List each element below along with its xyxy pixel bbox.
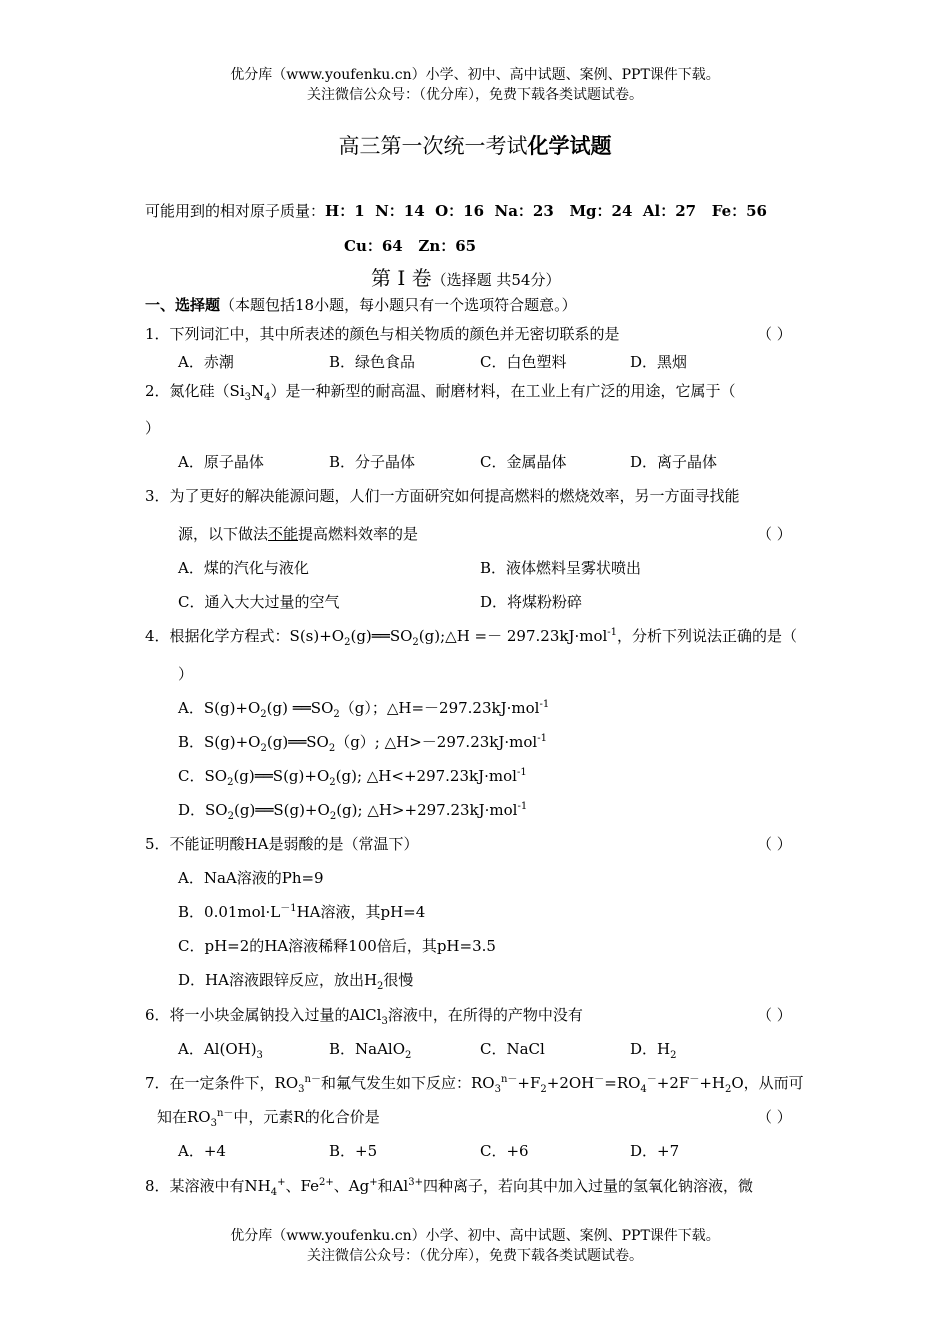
question-6-text (145, 1005, 583, 1025)
volume-heading (371, 268, 560, 290)
q6b-1: B．NaAlO (329, 1040, 406, 1058)
q4c-2: (g)══S(g)+O (233, 767, 330, 785)
q7-p4: － (594, 1074, 605, 1085)
q4b-sup: -1 (537, 733, 547, 744)
q1-option-d: D．黑烟 (630, 353, 688, 371)
q5-option-b (178, 902, 425, 922)
q7-t7: +H (699, 1074, 725, 1092)
q7-p5: － (646, 1074, 657, 1085)
header-line-1: 优分库（www.youfenku.cn）小学、初中、高中试题、案例、PPT课件下载。 (230, 67, 720, 83)
q3-option-d: D．将煤粉粉碎 (480, 593, 583, 611)
q4a-2: (g) ══SO (266, 699, 334, 717)
q4b-2: (g)══SO (266, 733, 329, 751)
q4b-sub-2: 2 (328, 743, 336, 754)
q4a-sub-1: 2 (260, 709, 267, 720)
volume-note: （选择题 共54分） (431, 271, 561, 289)
q4a-1: A．S(g)+O (178, 699, 261, 717)
q4-sub-2: 2 (412, 637, 419, 648)
q1-option-a: A．赤潮 (178, 353, 234, 371)
q6-answer-paren: （ ） (757, 1006, 792, 1024)
q2-option-b: B．分子晶体 (329, 453, 416, 471)
q7-s5: 4 (640, 1084, 647, 1095)
question-7-cont (157, 1107, 380, 1127)
q4-option-a (178, 698, 549, 718)
q3-option-a: A．煤的汽化与液化 (178, 559, 309, 577)
q7-t1: 7．在一定条件下，RO (145, 1074, 299, 1092)
q6d-1: D．H (630, 1040, 671, 1058)
q4-sup: -1 (607, 627, 618, 638)
q2-option-a: A．原子晶体 (178, 453, 264, 471)
q8-t2: 、Fe (285, 1177, 319, 1195)
q7-p6: － (689, 1074, 700, 1085)
q4b-1: B．S(g)+O (178, 733, 261, 751)
question-2-text (145, 381, 736, 401)
question-1-text: 1．下列词汇中，其中所表述的颜色与相关物质的颜色并无密切联系的是 (145, 325, 620, 343)
q5d-2: 很慢 (383, 971, 414, 989)
q6-option-a (178, 1039, 263, 1059)
q8-t5: 四种离子，若向其中加入过量的氢氧化钠溶液，微 (422, 1177, 753, 1195)
q7-s1: 3 (298, 1084, 305, 1095)
q4a-sub-2: 2 (333, 709, 340, 720)
q4-option-c (178, 766, 527, 786)
q6b-sub: 2 (405, 1050, 412, 1061)
q4-option-b (178, 732, 547, 752)
question-8-text (145, 1176, 753, 1196)
q8-p2: 2+ (319, 1177, 334, 1188)
atomic-mass-label: 可能用到的相对原子质量： (145, 202, 326, 220)
q2-sub-1: 3 (244, 392, 251, 403)
q8-t3: 、Ag (333, 1177, 370, 1195)
question-4-cont: ） (178, 665, 194, 683)
q4c-sub-1: 2 (227, 777, 234, 788)
q7-cs: 3 (210, 1118, 217, 1129)
q5d-sub: 2 (377, 981, 384, 992)
footer-line-1: 优分库（www.youfenku.cn）小学、初中、高中试题、案例、PPT课件下载。 (230, 1228, 720, 1244)
q5-answer-paren: （ ） (757, 835, 792, 853)
q5b-2: HA溶液，其pH=4 (296, 903, 426, 921)
q4d-sup: -1 (517, 801, 528, 812)
q4-t-d: ，分析下列说法正确的是（ (617, 627, 798, 645)
volume-title: 第 Ⅰ 卷 (371, 266, 432, 290)
q7-cp: n－ (216, 1108, 234, 1119)
q5b-sup: －1 (280, 903, 297, 914)
section-title: 一、选择题 (145, 296, 221, 314)
q1-answer-paren: （ ） (757, 325, 792, 343)
q5-option-c: C．pH=2的HA溶液稀释100倍后，其pH=3.5 (178, 937, 496, 955)
q4c-3: (g); △H<+297.23kJ·mol (335, 767, 517, 785)
q5-option-a: A．NaA溶液的Ph=9 (178, 869, 324, 887)
q3-c-b: 提高燃料效率的是 (298, 525, 419, 543)
q7-option-c: C．+6 (480, 1142, 529, 1160)
atomic-mass-line-2: Cu：64 Zn：65 (344, 237, 477, 255)
q4a-sup: -1 (539, 699, 550, 710)
q8-p4: 3+ (408, 1177, 423, 1188)
header-line-2: 关注微信公众号：（优分库），免费下载各类试题试卷。 (307, 87, 643, 103)
title-normal: 高三第一次统一考试 (338, 134, 528, 158)
question-4-text (145, 626, 797, 646)
q3-c-a: 源，以下做法 (178, 525, 269, 543)
q7-t5: =RO (604, 1074, 641, 1092)
q4b-sub-1: 2 (260, 743, 267, 754)
q4b-3: （g）; △H>－297.23kJ·mol (335, 733, 538, 751)
question-3-text: 3．为了更好的解决能源问题，人们一方面研究如何提高燃料的燃烧效率，另一方面寻找能 (145, 487, 740, 505)
atomic-mass-values-1: H：1 N：14 O：16 Na：23 Mg：24 Al：27 Fe：56 (325, 202, 767, 220)
q7-c1: 知在RO (157, 1108, 211, 1126)
q2-option-d: D．离子晶体 (630, 453, 718, 471)
q2-sub-2: 4 (264, 392, 271, 403)
q4-t-c: (g);△H =－ 297.23kJ·mol (418, 627, 608, 645)
q6-t-a: 6．将一小块金属钠投入过量的AlCl (145, 1006, 382, 1024)
q8-p1: + (277, 1177, 286, 1188)
title-bold: 化学试题 (527, 133, 612, 158)
q4c-sub-2: 2 (329, 777, 336, 788)
q4-t-a: 4．根据化学方程式：S(s)+O (145, 627, 345, 645)
q6-option-c: C．NaCl (480, 1040, 545, 1058)
q7-t2: 和氟气发生如下反应：RO (320, 1074, 495, 1092)
q4a-3: （g）；△H=－297.23kJ·mol (339, 699, 540, 717)
q2-t-b: N (251, 382, 265, 400)
q8-p3: + (369, 1177, 378, 1188)
q4d-1: D．SO (178, 801, 228, 819)
q4d-2: (g)══S(g)+O (233, 801, 330, 819)
q8-t1: 8．某溶液中有NH (145, 1177, 271, 1195)
q2-t-a: 2．氮化硅（Si (145, 382, 245, 400)
q3-c-u: 不能 (268, 525, 299, 543)
q7-p2: n－ (500, 1074, 518, 1085)
q7-c2: 中，元素R的化合价是 (233, 1108, 380, 1126)
page-title (0, 133, 950, 158)
q2-option-c: C．金属晶体 (480, 453, 567, 471)
footer-line-2: 关注微信公众号：（优分库），免费下载各类试题试卷。 (307, 1248, 643, 1264)
q6-option-b (329, 1039, 411, 1059)
q6a-1: A．Al(OH) (178, 1040, 257, 1058)
q1-option-b: B．绿色食品 (329, 353, 416, 371)
q4c-sup: -1 (516, 767, 527, 778)
q7-s2: 3 (494, 1084, 501, 1095)
q7-option-d: D．+7 (630, 1142, 680, 1160)
q4-sub-1: 2 (344, 637, 351, 648)
q4d-sub-2: 2 (329, 811, 337, 822)
q5d-1: D．HA溶液跟锌反应，放出H (178, 971, 378, 989)
q3-option-b: B．液体燃料呈雾状喷出 (480, 559, 642, 577)
q4d-sub-1: 2 (227, 811, 234, 822)
q4-option-d (178, 800, 527, 820)
q8-s1: 4 (270, 1187, 278, 1198)
q4-t-b: (g)══SO (350, 627, 413, 645)
q4c-1: C．SO (178, 767, 228, 785)
question-7-text (145, 1073, 804, 1093)
q6-sub: 3 (381, 1016, 388, 1027)
section-heading (145, 295, 577, 315)
atomic-mass-line-1 (145, 201, 767, 221)
q7-t8: O，从而可 (731, 1074, 804, 1092)
q7-option-b: B．+5 (329, 1142, 378, 1160)
q7-s7: 2 (724, 1084, 732, 1095)
q4d-3: (g); △H>+297.23kJ·mol (336, 801, 518, 819)
q7-option-a: A．+4 (178, 1142, 226, 1160)
q2-t-c: ）是一种新型的耐高温、耐磨材料，在工业上有广泛的用途，它属于（ (270, 382, 736, 400)
q6d-sub: 2 (670, 1050, 677, 1061)
q7-t3: +F (517, 1074, 541, 1092)
q8-t4: 和Al (377, 1177, 409, 1195)
q1-option-c: C．白色塑料 (480, 353, 567, 371)
q5-option-d (178, 970, 413, 990)
q3-option-c: C．通入大大过量的空气 (178, 593, 340, 611)
section-note: （本题包括18小题，每小题只有一个选项符合题意。） (220, 296, 577, 314)
q3-answer-paren: （ ） (757, 525, 792, 543)
q7-s3: 2 (540, 1084, 547, 1095)
q6-option-d (630, 1039, 676, 1059)
question-3-cont (178, 524, 418, 544)
q7-t6: +2F (656, 1074, 690, 1092)
q6a-sub: 3 (256, 1050, 263, 1061)
question-5-text: 5．不能证明酸HA是弱酸的是（常温下） (145, 835, 419, 853)
question-2-cont: ） (145, 419, 161, 437)
q5b-1: B．0.01mol·L (178, 903, 281, 921)
q7-p1: n－ (304, 1074, 321, 1085)
q6-t-b: 溶液中，在所得的产物中没有 (387, 1006, 583, 1024)
q7-answer-paren: （ ） (757, 1108, 792, 1126)
q7-t4: +2OH (546, 1074, 595, 1092)
